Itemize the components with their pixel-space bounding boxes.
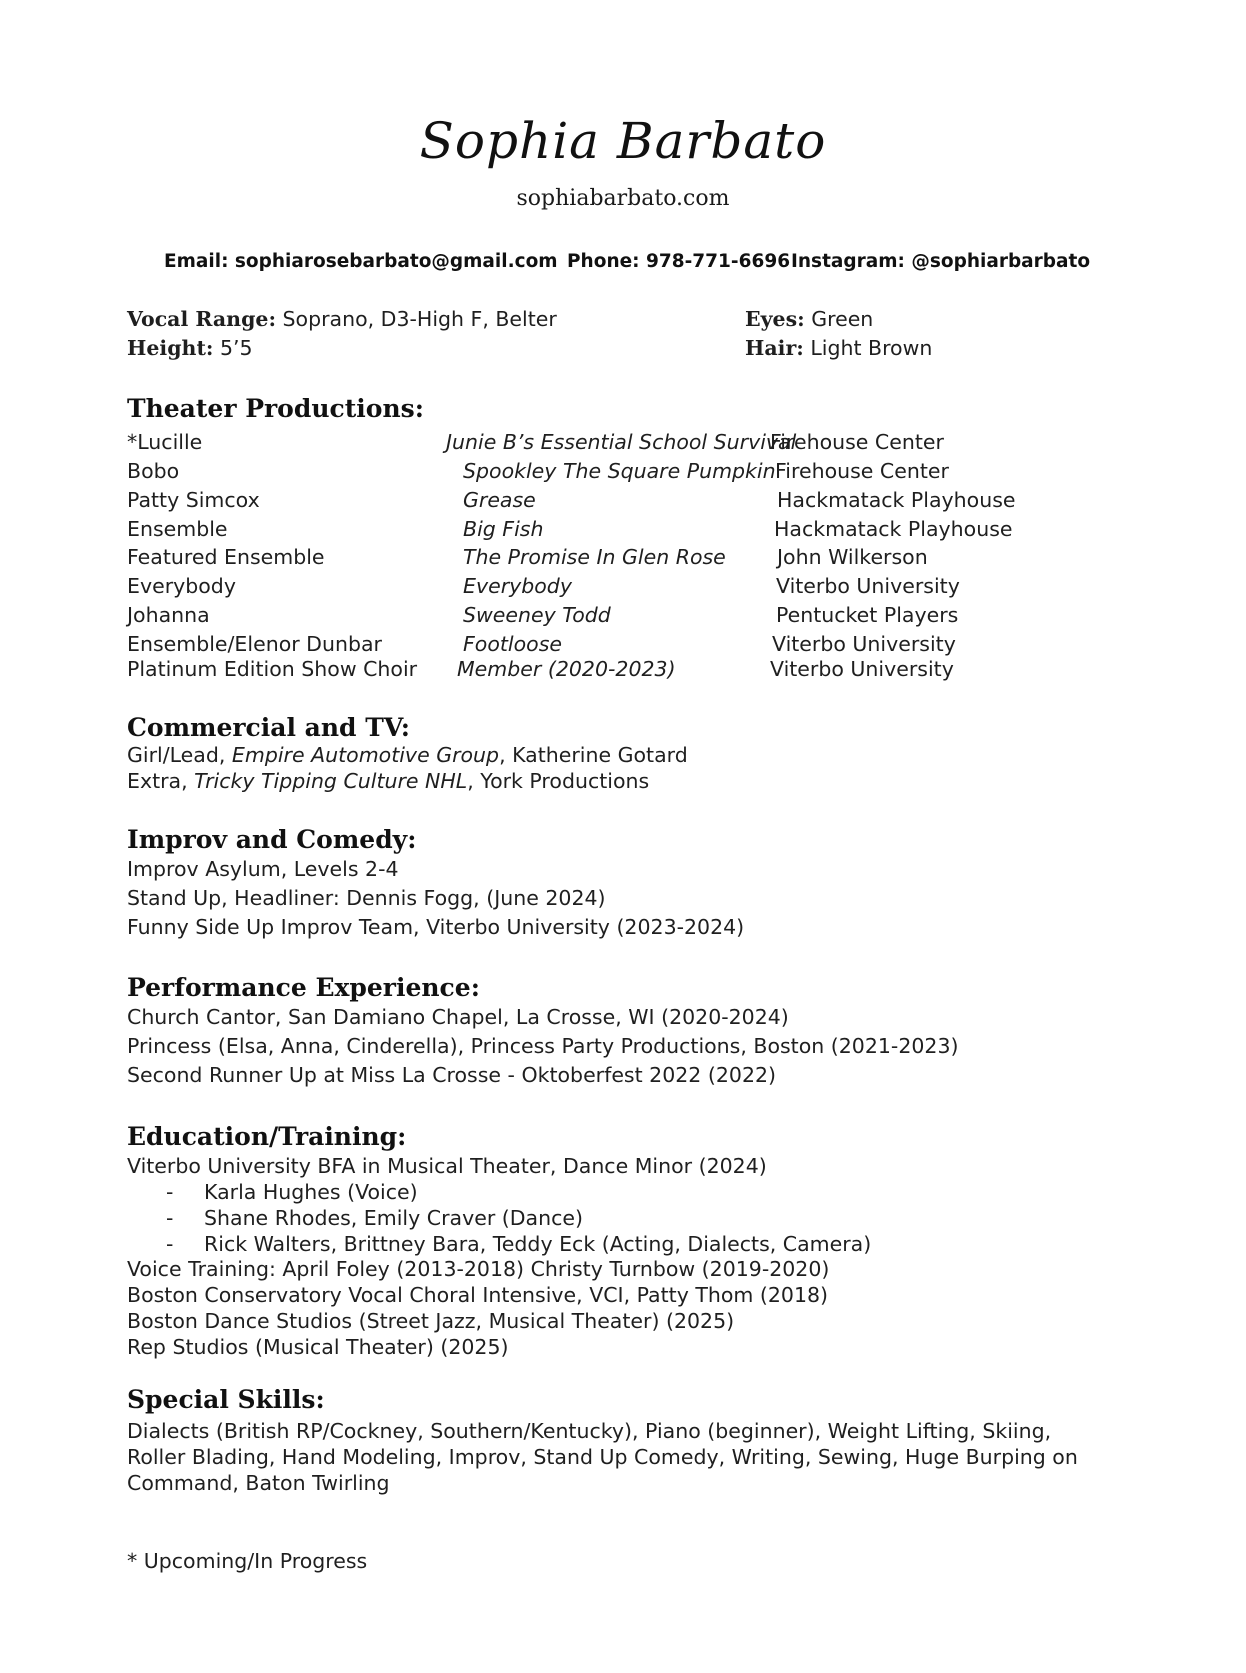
hair [745, 336, 932, 360]
theater-role: Ensemble [127, 517, 228, 541]
height-value: 5’5 [213, 336, 253, 360]
commercial-item [127, 743, 688, 767]
footnote: * Upcoming/In Progress [127, 1549, 368, 1573]
bullet-dash: - [166, 1232, 174, 1256]
skills-heading: Special Skills: [127, 1385, 325, 1414]
education-degree: Viterbo University BFA in Musical Theater, Dance Minor (2024) [127, 1154, 767, 1178]
eyes-label: Eyes: [745, 307, 805, 331]
performance-item: Church Cantor, San Damiano Chapel, La Crosse, WI (2020-2024) [127, 1005, 789, 1029]
theater-role: Platinum Edition Show Choir [127, 657, 418, 681]
improv-item: Funny Side Up Improv Team, Viterbo University (2023-2024) [127, 915, 745, 939]
theater-venue: Viterbo University [770, 657, 954, 681]
height-label: Height: [127, 336, 214, 360]
height [127, 336, 253, 360]
contact-instagram: Instagram: @sophiarbarbato [791, 251, 1091, 272]
theater-show: Everybody [463, 574, 572, 598]
theater-venue: Firehouse Center [775, 459, 949, 483]
vocal-range-label: Vocal Range: [127, 307, 277, 331]
theater-heading: Theater Productions: [127, 394, 424, 423]
theater-venue: Hackmatack Playhouse [777, 488, 1016, 512]
education-item: Boston Dance Studios (Street Jazz, Musical Theater) (2025) [127, 1309, 735, 1333]
bullet-dash: - [166, 1180, 174, 1204]
improv-item: Improv Asylum, Levels 2-4 [127, 857, 399, 881]
theater-venue: Viterbo University [772, 632, 956, 656]
theater-venue: Viterbo University [776, 574, 960, 598]
improv-heading: Improv and Comedy: [127, 825, 417, 854]
commercial-role: Girl/Lead, [127, 743, 232, 767]
theater-show: Footloose [463, 632, 562, 656]
theater-show: Member (2020-2023) [457, 657, 676, 681]
theater-show: Grease [463, 488, 536, 512]
theater-venue: John Wilkerson [777, 545, 928, 569]
skills-line: Command, Baton Twirling [127, 1471, 390, 1495]
bullet-dash: - [166, 1206, 174, 1230]
theater-show: Spookley The Square Pumpkin [463, 459, 776, 483]
theater-role: Everybody [127, 574, 236, 598]
education-teacher: Shane Rhodes, Emily Craver (Dance) [204, 1206, 583, 1230]
hair-value: Light Brown [803, 336, 933, 360]
performance-item: Second Runner Up at Miss La Crosse - Oktoberfest 2022 (2022) [127, 1063, 777, 1087]
commercial-title: Tricky Tipping Culture NHL [194, 769, 468, 793]
commercial-heading: Commercial and TV: [127, 713, 410, 742]
vocal-range [127, 307, 557, 331]
eyes-value: Green [804, 307, 874, 331]
theater-role: Johanna [127, 603, 210, 627]
education-heading: Education/Training: [127, 1122, 407, 1151]
resume-name: Sophia Barbato [419, 112, 827, 170]
theater-show: Sweeney Todd [463, 603, 611, 627]
education-item: Boston Conservatory Vocal Choral Intensive, VCI, Patty Thom (2018) [127, 1283, 829, 1307]
contact-phone: Phone: 978-771-6696 [567, 251, 791, 272]
commercial-role: Extra, [127, 769, 195, 793]
commercial-item [127, 769, 649, 793]
theater-venue: Hackmatack Playhouse [774, 517, 1013, 541]
contact-email: Email: sophiarosebarbato@gmail.com [164, 251, 558, 272]
theater-role: Ensemble/Elenor Dunbar [127, 632, 382, 656]
skills-line: Dialects (British RP/Cockney, Southern/Kentucky), Piano (beginner), Weight Lifting, Skiing, [127, 1419, 1052, 1443]
education-item: Voice Training: April Foley (2013-2018) Christy Turnbow (2019-2020) [127, 1257, 830, 1281]
theater-show: The Promise In Glen Rose [463, 545, 726, 569]
vocal-range-value: Soprano, D3-High F, Belter [276, 307, 557, 331]
performance-item: Princess (Elsa, Anna, Cinderella), Princess Party Productions, Boston (2021-2023) [127, 1034, 959, 1058]
theater-show: Junie B’s Essential School Survival [446, 430, 797, 454]
hair-label: Hair: [745, 336, 804, 360]
education-item: Rep Studios (Musical Theater) (2025) [127, 1335, 509, 1359]
theater-venue: Pentucket Players [776, 603, 959, 627]
theater-role: Featured Ensemble [127, 545, 325, 569]
education-teacher: Rick Walters, Brittney Bara, Teddy Eck (Acting, Dialects, Camera) [204, 1232, 872, 1256]
performance-heading: Performance Experience: [127, 973, 480, 1002]
commercial-director: , York Productions [467, 769, 650, 793]
skills-line: Roller Blading, Hand Modeling, Improv, Stand Up Comedy, Writing, Sewing, Huge Burping on [127, 1445, 1078, 1469]
theater-role: Patty Simcox [127, 488, 260, 512]
commercial-title: Empire Automotive Group [231, 743, 500, 767]
education-teacher: Karla Hughes (Voice) [204, 1180, 418, 1204]
eyes [745, 307, 873, 331]
commercial-director: , Katherine Gotard [499, 743, 688, 767]
theater-role: *Lucille [127, 430, 203, 454]
website: sophiabarbato.com [516, 186, 730, 211]
theater-venue: Firehouse Center [770, 430, 944, 454]
theater-role: Bobo [127, 459, 180, 483]
theater-show: Big Fish [463, 517, 544, 541]
improv-item: Stand Up, Headliner: Dennis Fogg, (June 2024) [127, 886, 606, 910]
